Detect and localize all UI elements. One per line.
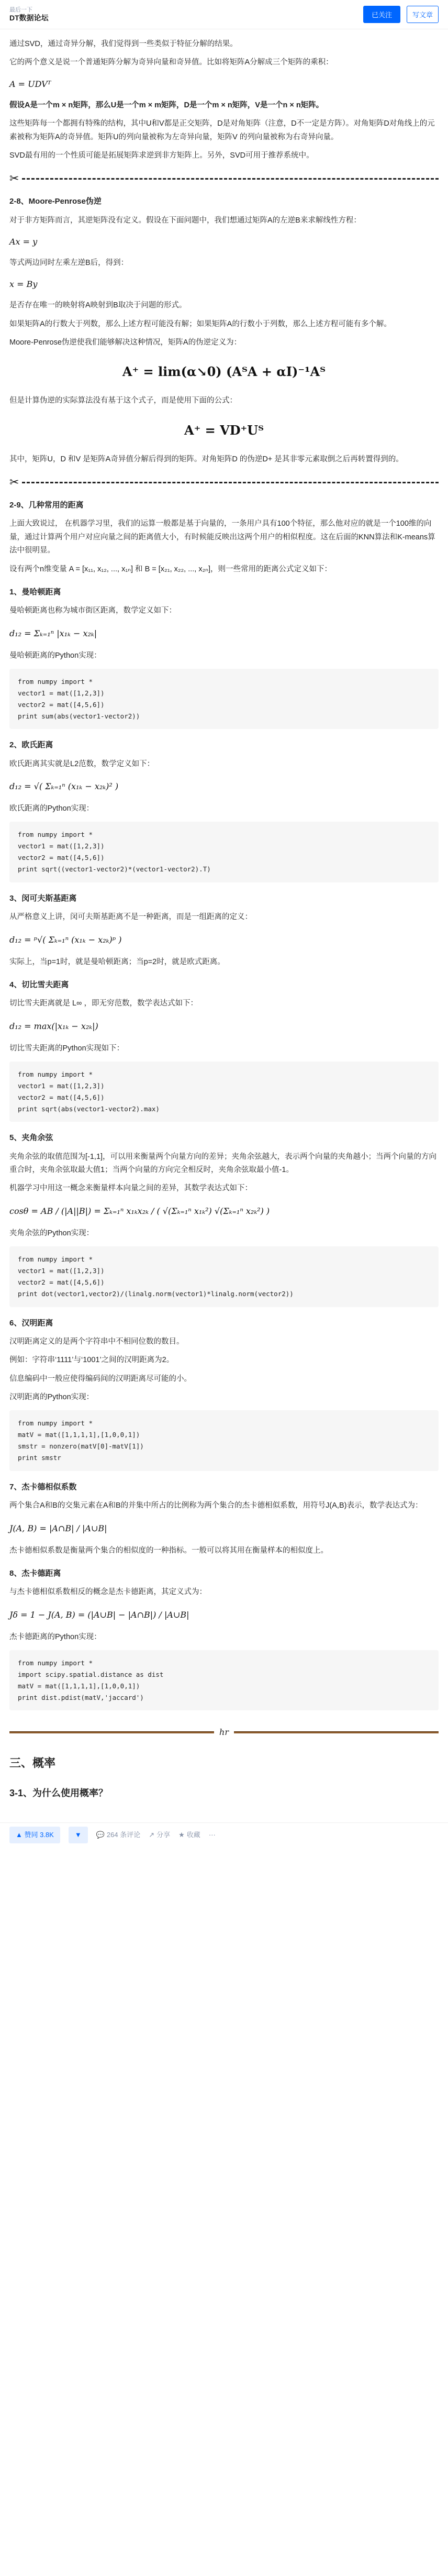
jaccard-distance-p2: 杰卡德距离的Python实现： xyxy=(9,1632,102,1641)
section-title-2-8: 2-8、Moore-Penrose伪逆 xyxy=(9,197,102,206)
sec28-formula-1: Ax = y xyxy=(9,236,38,247)
manhattan-p1: 曼哈顿距离也称为城市街区距离，数学定义如下： xyxy=(9,606,176,615)
sec28-p7: 其中，矩阵U，D 和V 是矩阵A奇异值分解后得到的矩阵。对角矩阵D 的伪逆D+ 是其非零元素取倒之后再转置得到的。 xyxy=(9,455,404,463)
minkowski-formula: d₁₂ = ᵖ√( Σₖ₌₁ⁿ (x₁ₖ − x₂ₖ)ᵖ ) xyxy=(9,934,122,945)
code-line: print dist.pdist(matV,'jaccard') xyxy=(18,1693,144,1701)
divider-line-right xyxy=(234,1731,439,1733)
hamming-title: 6、汉明距离 xyxy=(9,1318,53,1328)
code-line: from numpy import * xyxy=(18,1659,93,1667)
author-name[interactable]: DT数据论坛 xyxy=(9,13,49,22)
code-block xyxy=(9,1246,439,1307)
top-actions xyxy=(363,6,439,23)
section-title-3: 三、概率 xyxy=(9,1756,56,1770)
code-line: vector1 = mat([1,2,3]) xyxy=(18,689,105,697)
author-small-label: 最后一下 xyxy=(9,6,32,13)
cosine-p3: 夹角余弦的Python实现： xyxy=(9,1229,94,1237)
sec28-formula-2: x = By xyxy=(9,279,38,290)
jaccard-similarity-formula: J(A, B) = |A∩B| / |A∪B| xyxy=(9,1523,107,1533)
sec29-p2: 设有两个n维变量 A = [x₁₁, x₁₂, ..., x₁ₙ] 和 B = [x₂₁, x₂₂, ..., x₂ₙ]，则一些常用的距离公式定义如下： xyxy=(9,565,332,573)
code-line: print sum(abs(vector1-vector2)) xyxy=(18,712,140,720)
section-title-2-9: 2-9、几种常用的距离 xyxy=(9,501,84,510)
pseudo-inverse-svd-formula: A⁺ = VD⁺Uᵀ xyxy=(184,422,264,438)
intro-p1: 通过SVD，通过奇异分解，我们觉得到一些类似于特征分解的结果。 xyxy=(9,40,238,48)
more-button[interactable] xyxy=(209,1829,216,1841)
code-line: print dot(vector1,vector2)/(linalg.norm(vector1)*linalg.norm(vector2)) xyxy=(18,1289,294,1298)
hamming-p4: 汉明距离的Python实现： xyxy=(9,1393,94,1401)
jaccard-similarity-p2: 杰卡德相似系数是衡量两个集合的相似度的一种指标。一般可以将其用在衡量样本的相似度上。 xyxy=(9,1546,328,1555)
minkowski-p1: 从严格意义上讲，闵可夫斯基距离不是一种距离，而是一组距离的定义： xyxy=(9,913,252,922)
jaccard-similarity-title: 7、杰卡德相似系数 xyxy=(9,1482,77,1491)
code-block xyxy=(9,1650,439,1711)
dashed-line xyxy=(22,482,439,483)
comment-icon: 💬 xyxy=(96,1830,105,1839)
section-title-3-1: 3-1、为什么使用概率？ xyxy=(9,1787,108,1798)
downvote-button[interactable]: ▼ xyxy=(69,1827,88,1844)
author-box[interactable] xyxy=(9,7,49,23)
upvote-button[interactable]: ▲ 赞同 3.8K xyxy=(9,1827,60,1844)
cosine-p2: 机器学习中用这一概念来衡量样本向量之间的差异，其数学表达式如下： xyxy=(9,1184,252,1193)
intro-p3: 假设A是一个m × n矩阵，那么U是一个m × m矩阵，D是一个m × n矩阵，V是一个n × n矩阵。 xyxy=(9,101,324,109)
code-line: vector1 = mat([1,2,3]) xyxy=(18,1267,105,1275)
euclidean-p2: 欧氏距离的Python实现： xyxy=(9,804,94,813)
code-line: from numpy import * xyxy=(18,1419,93,1428)
euclidean-title: 2、欧氏距离 xyxy=(9,740,53,750)
code-line: from numpy import * xyxy=(18,1070,93,1078)
intro-p4: 这些矩阵每一个都拥有特殊的结构，其中U和V都是正交矩阵，D是对角矩阵（注意，D不一定是方阵）。对角矩阵D对角线上的元素被称为矩阵A的奇异值。矩阵U的列向量被称为左奇异向量，矩阵V 的列向量被称为右奇异向量。 xyxy=(9,119,435,141)
minkowski-title: 3、闵可夫斯基距离 xyxy=(9,893,77,903)
top-header xyxy=(0,0,448,29)
chebyshev-p2: 切比雪夫距离的Python实现如下： xyxy=(9,1044,125,1053)
code-line: matV = mat([1,1,1,1],[1,0,0,1]) xyxy=(18,1682,140,1690)
euclidean-formula: d₁₂ = √( Σₖ₌₁ⁿ (x₁ₖ − x₂ₖ)² ) xyxy=(9,781,119,791)
euclidean-p1: 欧氏距离其实就是L2范数，数学定义如下： xyxy=(9,759,155,768)
ornamental-divider xyxy=(9,1725,439,1740)
hamming-p2: 例如：字符串‘1111’与‘1001’之间的汉明距离为2。 xyxy=(9,1356,174,1365)
more-label: ··· xyxy=(208,1830,216,1839)
minkowski-p2: 实际上，当p=1时，就是曼哈顿距离；当p=2时，就是欧式距离。 xyxy=(9,957,225,966)
code-block xyxy=(9,669,439,729)
divider-line-left xyxy=(9,1731,214,1733)
pseudo-inverse-limit-formula: A⁺ = lim(α↘0) (AᵀA + αI)⁻¹Aᵀ xyxy=(122,364,326,380)
code-block xyxy=(9,1062,439,1122)
scissors-icon: ✂ xyxy=(9,476,19,489)
share-icon: ↗ xyxy=(149,1830,155,1839)
sec28-p5: Moore-Penrose伪逆使我们能够解决这种情况，矩阵A的伪逆定义为： xyxy=(9,338,242,347)
cosine-p1: 夹角余弦的取值范围为[-1,1]，可以用来衡量两个向量方向的差异；夹角余弦越大，表示两个向量的夹角越小；当两个向量的方向重合时，夹角余弦取最大值1；当两个向量的方向完全相反时，夹角余弦取最小值-1。 xyxy=(9,1152,437,1174)
manhattan-title: 1、曼哈顿距离 xyxy=(9,587,61,596)
share-button[interactable] xyxy=(149,1829,170,1841)
hamming-p3: 信息编码中一般应使得编码间的汉明距离尽可能的小。 xyxy=(9,1374,192,1383)
chebyshev-formula: d₁₂ = max(|x₁ₖ − x₂ₖ|) xyxy=(9,1021,98,1031)
chebyshev-title: 4、切比雪夫距离 xyxy=(9,980,69,989)
article-content xyxy=(0,29,448,1822)
code-line: vector2 = mat([4,5,6]) xyxy=(18,700,105,709)
code-block xyxy=(9,822,439,882)
sec28-p1: 对于非方矩阵而言，其逆矩阵没有定义。假设在下面问题中，我们想通过矩阵A的左逆B来求解线性方程： xyxy=(9,216,361,225)
chebyshev-p1: 切比雪夫距离就是 L∞ ，即无穷范数，数学表达式如下： xyxy=(9,999,198,1008)
comments-label: 264 条评论 xyxy=(106,1830,141,1839)
jaccard-distance-formula: Jδ = 1 − J(A, B) = (|A∪B| − |A∩B|) / |A∪B| xyxy=(9,1609,189,1620)
bottom-action-bar xyxy=(0,1822,448,1847)
code-line: from numpy import * xyxy=(18,677,93,686)
cosine-formula: cosθ = AB / (|A||B|) = Σₖ₌₁ⁿ x₁ₖx₂ₖ / ( √(Σₖ₌₁ⁿ x₁ₖ²) √(Σₖ₌₁ⁿ x₂ₖ²) ) xyxy=(9,1206,270,1216)
scissor-divider xyxy=(9,476,439,489)
comments-button[interactable] xyxy=(96,1829,141,1841)
favorite-label: 收藏 xyxy=(186,1830,200,1839)
follow-button[interactable]: 已关注 xyxy=(363,6,400,23)
jaccard-similarity-p1: 两个集合A和B的交集元素在A和B的并集中所占的比例称为两个集合的杰卡德相似系数，用符号J(A,B)表示，数学表达式为： xyxy=(9,1501,423,1510)
code-line: vector1 = mat([1,2,3]) xyxy=(18,842,105,850)
code-line: vector1 = mat([1,2,3]) xyxy=(18,1081,105,1090)
write-article-button[interactable]: 写文章 xyxy=(407,6,439,23)
code-line: vector2 = mat([4,5,6]) xyxy=(18,1278,105,1286)
cosine-title: 5、夹角余弦 xyxy=(9,1133,53,1143)
dashed-line xyxy=(22,178,439,180)
code-line: vector2 = mat([4,5,6]) xyxy=(18,854,105,862)
jaccard-distance-title: 8、杰卡德距离 xyxy=(9,1568,61,1578)
code-line: print sqrt(abs(vector1-vector2).max) xyxy=(18,1104,160,1113)
code-line: print sqrt((vector1-vector2)*(vector1-vector2).T) xyxy=(18,865,211,873)
sec28-p6: 但是计算伪逆的实际算法没有基于这个式子，而是使用下面的公式： xyxy=(9,396,237,405)
code-line: from numpy import * xyxy=(18,1255,93,1264)
scissors-icon: ✂ xyxy=(9,172,19,185)
jaccard-distance-p1: 与杰卡德相似系数相反的概念是杰卡德距离，其定义式为： xyxy=(9,1588,207,1597)
code-line: smstr = nonzero(matV[0]-matV[1]) xyxy=(18,1442,144,1451)
code-block xyxy=(9,1410,439,1471)
star-icon: ★ xyxy=(178,1830,185,1839)
sec29-p1: 上面大致说过， 在机器学习里，我们的运算一般都是基于向量的，一条用户具有100个特征，那么他对应的就是一个100维的向量，通过计算两个用户对应向量之间的距离值大小，有时候能反映出这两个用户的相似程度。这在后面的KNN算法和K-means算法中很明显。 xyxy=(9,519,435,555)
code-line: print smstr xyxy=(18,1454,61,1462)
svd-formula: A = UDVᵀ xyxy=(9,79,51,89)
sec28-p4: 如果矩阵A的行数大于列数，那么上述方程可能没有解；如果矩阵A的行数小于列数，那么上述方程可能有多个解。 xyxy=(9,319,391,328)
favorite-button[interactable] xyxy=(178,1829,200,1841)
intro-p5: SVD最有用的一个性质可能是拓展矩阵求逆到非方矩阵上。另外，SVD可用于推荐系统中。 xyxy=(9,151,314,160)
sec28-p2: 等式两边同时左乘左逆B后，得到： xyxy=(9,258,129,267)
hamming-p1: 汉明距离定义的是两个字符串中不相同位数的数目。 xyxy=(9,1337,184,1346)
manhattan-formula: d₁₂ = Σₖ₌₁ⁿ |x₁ₖ − x₂ₖ| xyxy=(9,628,97,638)
sec28-p3: 是否存在唯一的映射将A映射到B取决于问题的形式。 xyxy=(9,301,187,310)
share-label: 分享 xyxy=(156,1830,171,1839)
scissor-divider xyxy=(9,172,439,185)
manhattan-p2: 曼哈顿距离的Python实现： xyxy=(9,651,102,660)
intro-p2: 它的两个意义是说一个普通矩阵分解为奇异向量和奇异值。比如将矩阵A分解成三个矩阵的乘积： xyxy=(9,58,333,67)
code-line: import scipy.spatial.distance as dist xyxy=(18,1670,164,1678)
divider-text: hr xyxy=(219,1727,229,1738)
code-line: matV = mat([1,1,1,1],[1,0,0,1]) xyxy=(18,1431,140,1439)
code-line: from numpy import * xyxy=(18,831,93,839)
code-line: vector2 = mat([4,5,6]) xyxy=(18,1093,105,1101)
